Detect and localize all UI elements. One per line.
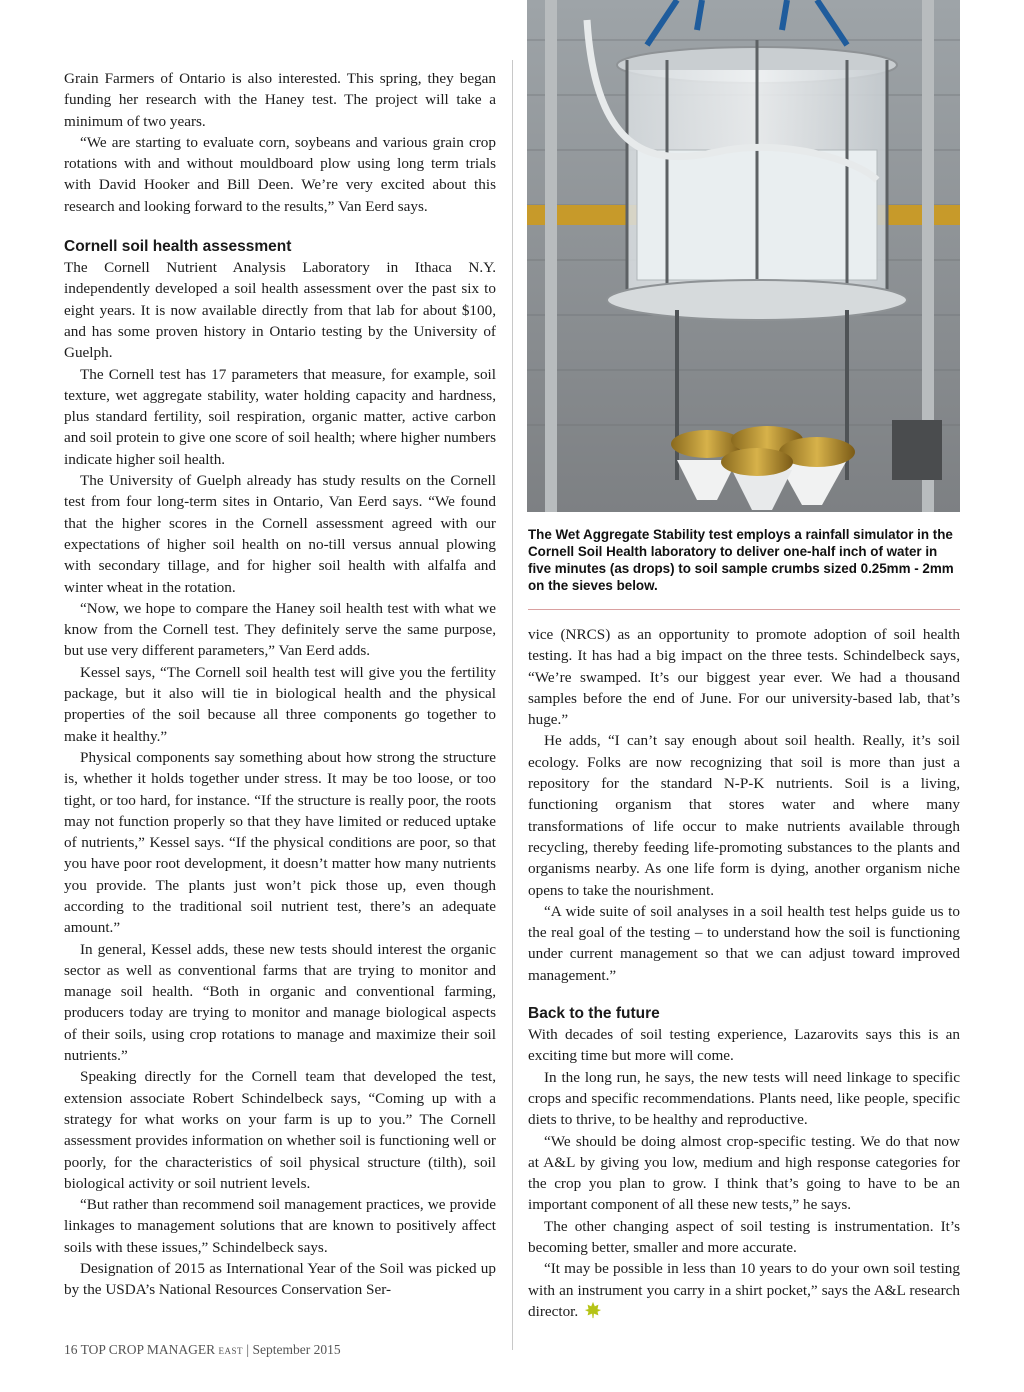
final-text: “It may be possible in less than 10 years to do your own soil testing with an instrument you carry in a shirt pocket,” says the A&L research director. — [528, 1260, 960, 1320]
body-paragraph: The Cornell test has 17 parameters that measure, for example, soil texture, wet aggregate stability, water holding capacity and hardness, plus standard fertility, soil respiration, organic matter, active carbon and soil protein to give one score of soil health; where higher numbers indicate higher soil health. — [64, 365, 496, 468]
left-column — [64, 68, 496, 1301]
body-paragraph: vice (NRCS) as an opportunity to promote adoption of soil health testing. It has had a big impact on the three tests. Schindelbeck says, “We’re swamped. It’s our biggest year ever. We had a thousand samples before the end of June. For our university-based lab, that’s huge.” — [528, 626, 960, 729]
body-paragraph: Grain Farmers of Ontario is also interested. This spring, they began funding her research with the Haney test. The project will take a minimum of two years. — [64, 70, 496, 130]
body-paragraph: “We are starting to evaluate corn, soybeans and various grain crop rotations with and without mouldboard plow using long term trials with David Hooker and Bill Deen. We’re very excited about this research and looking forward to the results,” Van Eerd says. — [64, 133, 496, 215]
body-paragraph: Physical components say something about how strong the structure is, whether it holds together under stress. It may be too loose, or too tight, or too hard, for instance. “If the structure is really poor, the roots may not function properly so that they have limited or reduced uptake of nutrients,” Kessel says. “If the physical conditions are poor, so that you have poor root development, it doesn’t matter how many nutrients you provide. The plants just won’t pick those up, even though according to the traditional soil nutrient test, there’s an adequate amount.” — [64, 748, 496, 937]
issue-date: September 2015 — [252, 1342, 341, 1357]
right-column — [528, 624, 960, 1322]
section-heading-back-to-future: Back to the future — [528, 1005, 660, 1023]
page-number: 16 — [64, 1342, 78, 1357]
body-paragraph: Designation of 2015 as International Year of the Soil was picked up by the USDA’s National Resources Conservation Ser- — [64, 1260, 496, 1299]
section-heading-cornell: Cornell soil health assessment — [64, 238, 292, 256]
caption-divider — [528, 609, 960, 610]
magazine-name: TOP CROP MANAGER — [80, 1342, 216, 1357]
edition-label: EAST — [218, 1346, 244, 1356]
footer-separator: | — [246, 1342, 250, 1357]
body-paragraph: “Now, we hope to compare the Haney soil health test with what we know from the Cornell test. They definitely serve the same purpose, but use very different parameters,” Van Eerd adds. — [64, 599, 496, 660]
body-paragraph: In the long run, he says, the new tests will need linkage to specific crops and specific recommendations. Plants need, like people, specific diets to thrive, to be healthy and reproductive. — [528, 1068, 960, 1129]
body-paragraph: The Cornell Nutrient Analysis Laboratory in Ithaca N.Y. independently developed a soil health assessment over the past six to eight years. It is now available directly from that lab for about $100, and has some proven history in Ontario testing by the University of Guelph. — [64, 259, 496, 362]
body-paragraph: Kessel says, “The Cornell soil health test will give you the fertility package, but it also will tie in biological health and the physical properties of the soil because all three components go together to make it healthy.” — [64, 663, 496, 745]
body-paragraph: “A wide suite of soil analyses in a soil health test helps guide us to the real goal of the testing – to understand how the soil is functioning under current management so that we can adjust toward improved management.” — [528, 902, 960, 984]
lab-photo-rainfall-simulator — [527, 0, 960, 512]
body-paragraph: The University of Guelph already has study results on the Cornell test from four long-term sites in Ontario, Van Eerd says. “We found that the higher scores in the Cornell assessment agreed with our expectations of higher soil health on no-till versus annual plowing with secondary tillage, and for higher soil health with alfalfa and winter wheat in the rotation. — [64, 472, 496, 596]
body-paragraph-final — [528, 1258, 960, 1322]
body-paragraph: “But rather than recommend soil management practices, we provide linkages to management solutions that are known to positively affect soils with these issues,” Schindelbeck says. — [64, 1196, 496, 1256]
body-paragraph: With decades of soil testing experience, Lazarovits says this is an exciting time but more will come. — [528, 1026, 960, 1065]
column-divider — [512, 60, 513, 1350]
body-paragraph: Speaking directly for the Cornell team that developed the test, extension associate Robert Schindelbeck says, “Coming up with a strategy for what works on your farm is up to you.” The Cornell assessment provides information on whether soil is functioning well or poorly, for the characteristics of soil physical structure (tilth), soil biological activity or soil nutrient levels. — [64, 1068, 496, 1192]
maple-leaf-end-icon — [584, 1301, 602, 1319]
body-paragraph: The other changing aspect of soil testing is instrumentation. It’s becoming better, smaller and more accurate. — [528, 1217, 960, 1257]
body-paragraph: He adds, “I can’t say enough about soil health. Really, it’s soil ecology. Folks are now recognizing that soil is more than just a repository for the standard N-P-K nutrients. Soil is a living, functioning organism that stores water and where many transformations of life occur to make nutrients available through recycling, thereby feeding life-promoting substances to the plants and organisms nearby. As one life form is dying, another organism niche opens to take the nourishment. — [528, 732, 960, 899]
page-footer — [64, 1342, 341, 1358]
body-paragraph: In general, Kessel adds, these new tests should interest the organic sector as well as conventional farms that are trying to monitor and manage soil health. “Both in organic and conventional farming, producers today are trying to monitor and manage biological aspects of their soils, using crop rotations to manage and maximize their soil nutrients.” — [64, 940, 496, 1065]
photo-caption: The Wet Aggregate Stability test employs a rainfall simulator in the Cornell Soil Health laboratory to deliver one-half inch of water in five minutes (as drops) to soil sample crumbs sized 0.25mm - 2mm on the sieves below. — [528, 527, 954, 593]
body-paragraph: “We should be doing almost crop-specific testing. We do that now at A&L by giving you low, medium and high response categories for the crop you plan to grow. I think that’s going to have to be an important component of all these new tests,” he says. — [528, 1132, 960, 1214]
